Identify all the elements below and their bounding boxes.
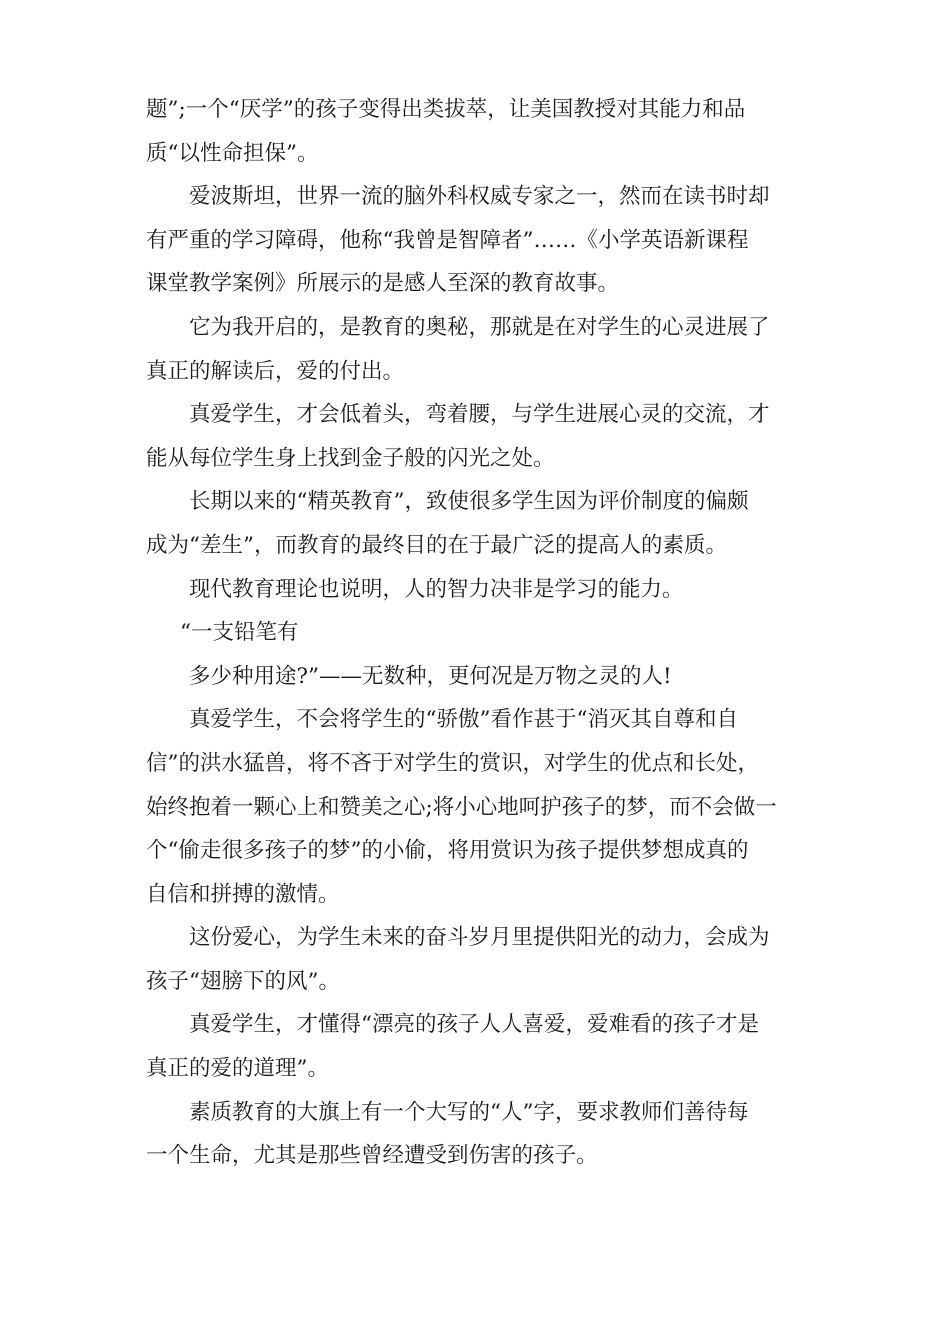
text-line: 能从每位学生身上找到金子般的闪光之处。 [146, 445, 555, 471]
text-line: 有严重的学习障碍，他称“我曾是智障者”……《小学英语新课程 [146, 227, 749, 253]
paragraph-start-line: 现代教育理论也说明，人的智力决非是学习的能力。 [189, 576, 684, 602]
text-line: 孩子“翅膀下的风”。 [146, 968, 340, 994]
body-text [146, 88, 811, 1178]
paragraph-start-line: 它为我开启的，是教育的奥秘，那就是在对学生的心灵进展了 [189, 314, 770, 340]
text-line: 自信和拼搏的激情。 [146, 881, 340, 907]
paragraph-start-line: 这份爱心，为学生未来的奋斗岁月里提供阳光的动力，会成为 [189, 925, 770, 951]
paragraph-start-line: 素质教育的大旗上有一个大写的“人”字，要求教师们善待每 [189, 1099, 749, 1125]
text-line: 题”;一个“厌学”的孩子变得出类拔萃，让美国教授对其能力和品 [146, 97, 746, 122]
text-line: 始终抱着一颗心上和赞美之心;将小心地呵护孩子的梦，而不会做一 [146, 794, 777, 820]
text-line: 真正的爱的道理”。 [146, 1056, 329, 1082]
text-line: 信”的洪水猛兽，将不吝于对学生的赏识，对学生的优点和长处， [146, 750, 759, 776]
text-line: 质“以性命担保”。 [146, 140, 319, 166]
paragraph-start-line: 长期以来的“精英教育”，致使很多学生因为评价制度的偏颇 [189, 489, 749, 515]
paragraph-start-line: 真爱学生，才懂得“漂亮的孩子人人喜爱，爱难看的孩子才是 [189, 1012, 759, 1038]
text-line: 一个生命，尤其是那些曾经遭受到伤害的孩子。 [146, 1143, 598, 1169]
paragraph-start-line: “一支铅笔有 [180, 620, 299, 646]
text-line: 真正的解读后，爱的付出。 [146, 358, 405, 384]
text-line: 成为“差生”，而教育的最终目的在于最广泛的提高人的素质。 [146, 532, 727, 558]
paragraph-start-line: 多少种用途?”——无数种，更何况是万物之灵的人! [189, 663, 672, 689]
paragraph-start-line: 真爱学生，才会低着头，弯着腰，与学生进展心灵的交流，才 [189, 402, 770, 428]
paragraph-start-line: 真爱学生，不会将学生的“骄傲”看作甚于“消灭其自尊和自 [189, 707, 738, 733]
text-line: 个“偷走很多孩子的梦”的小偷，将用赏识为孩子提供梦想成真的 [146, 838, 749, 864]
paragraph-start-line: 爱波斯坦，世界一流的脑外科权威专家之一，然而在读书时却 [189, 184, 770, 210]
text-line: 课堂教学案例》所展示的是感人至深的教育故事。 [146, 271, 620, 297]
